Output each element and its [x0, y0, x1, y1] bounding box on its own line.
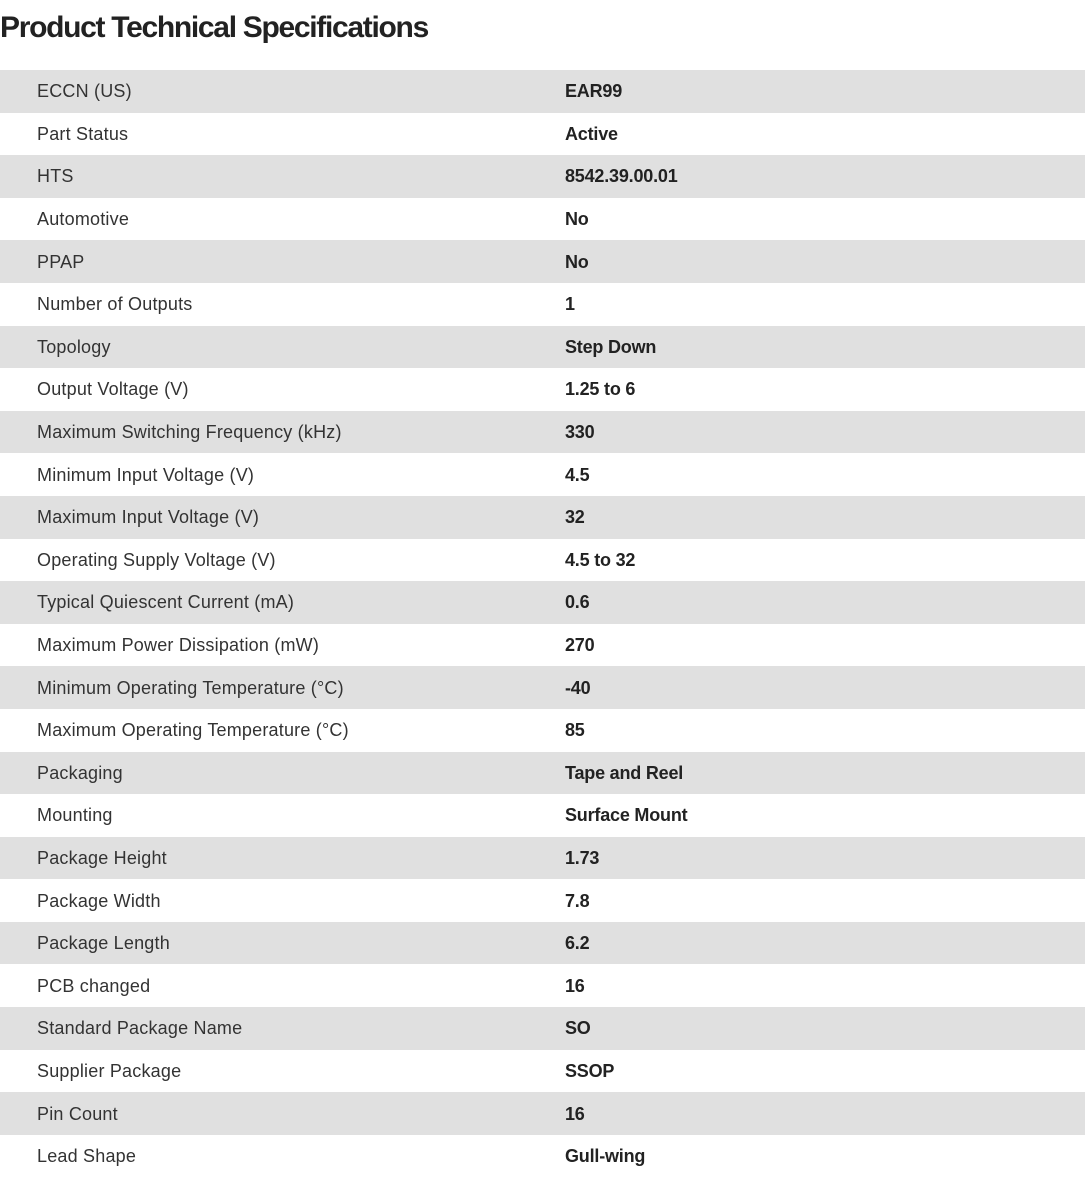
table-row [0, 198, 1085, 241]
spec-name: Package Height [37, 847, 167, 868]
spec-value: 7.8 [565, 890, 590, 911]
spec-name: Maximum Power Dissipation (mW) [37, 635, 320, 656]
spec-name: PCB changed [37, 975, 151, 996]
spec-name: Minimum Input Voltage (V) [37, 464, 255, 485]
spec-name: ECCN (US) [37, 81, 132, 102]
spec-value: 16 [565, 975, 585, 996]
table-row [0, 368, 1085, 411]
spec-value: 32 [565, 507, 585, 528]
spec-value: Active [565, 123, 618, 144]
table-row [0, 837, 1085, 880]
spec-name: Maximum Switching Frequency (kHz) [37, 422, 342, 443]
spec-value: EAR99 [565, 81, 623, 102]
spec-value: SO [565, 1018, 591, 1039]
spec-value: 0.6 [565, 592, 590, 613]
spec-name: Maximum Operating Temperature (°C) [37, 720, 349, 741]
spec-name: Packaging [37, 762, 123, 783]
table-row [0, 283, 1085, 326]
table-row [0, 922, 1085, 965]
spec-value: No [565, 251, 589, 272]
table-row [0, 581, 1085, 624]
spec-value: Step Down [565, 336, 657, 357]
table-row [0, 1050, 1085, 1093]
spec-value: 4.5 to 32 [565, 549, 636, 570]
spec-value: 85 [565, 720, 585, 741]
spec-value: 1.73 [565, 847, 600, 868]
spec-name: Topology [37, 336, 111, 357]
table-row [0, 752, 1085, 795]
spec-value: 6.2 [565, 933, 590, 954]
table-row [0, 1092, 1085, 1135]
spec-value: -40 [565, 677, 591, 698]
table-row [0, 1135, 1085, 1177]
table-row [0, 879, 1085, 922]
spec-name: Minimum Operating Temperature (°C) [37, 677, 344, 698]
spec-name: PPAP [37, 251, 85, 272]
spec-value: No [565, 209, 589, 230]
table-row [0, 113, 1085, 156]
spec-name: Pin Count [37, 1103, 118, 1124]
spec-value: Surface Mount [565, 805, 688, 826]
table-row [0, 964, 1085, 1007]
spec-name: Package Width [37, 890, 161, 911]
table-row [0, 624, 1085, 667]
spec-value: 270 [565, 635, 595, 656]
table-row [0, 1007, 1085, 1050]
table-row [0, 453, 1085, 496]
spec-name: HTS [37, 166, 74, 187]
table-row [0, 496, 1085, 539]
spec-name: Automotive [37, 209, 130, 230]
table-row [0, 794, 1085, 837]
table-row [0, 155, 1085, 198]
spec-value: 16 [565, 1103, 585, 1124]
spec-value: 4.5 [565, 464, 590, 485]
spec-name: Part Status [37, 123, 129, 144]
spec-table-body [0, 70, 1085, 1177]
spec-name: Mounting [37, 805, 113, 826]
spec-table [0, 70, 1085, 1177]
spec-value: Tape and Reel [565, 762, 684, 783]
table-row [0, 240, 1085, 283]
spec-name: Number of Outputs [37, 294, 193, 315]
table-row [0, 70, 1085, 113]
table-row [0, 326, 1085, 369]
spec-value: 8542.39.00.01 [565, 166, 678, 187]
spec-name: Lead Shape [37, 1146, 137, 1167]
spec-value: 1 [565, 294, 575, 315]
page-title: Product Technical Specifications [0, 11, 428, 44]
spec-name: Standard Package Name [37, 1018, 243, 1039]
spec-name: Output Voltage (V) [37, 379, 189, 400]
spec-value: Gull-wing [565, 1146, 646, 1167]
spec-value: 1.25 to 6 [565, 379, 636, 400]
spec-value: 330 [565, 422, 595, 443]
table-row [0, 666, 1085, 709]
table-row [0, 539, 1085, 582]
table-row [0, 411, 1085, 454]
spec-name: Typical Quiescent Current (mA) [37, 592, 295, 613]
spec-name: Supplier Package [37, 1060, 182, 1081]
spec-value: SSOP [565, 1060, 615, 1081]
spec-name: Operating Supply Voltage (V) [37, 549, 276, 570]
spec-name: Package Length [37, 933, 170, 954]
table-row [0, 709, 1085, 752]
spec-name: Maximum Input Voltage (V) [37, 507, 260, 528]
